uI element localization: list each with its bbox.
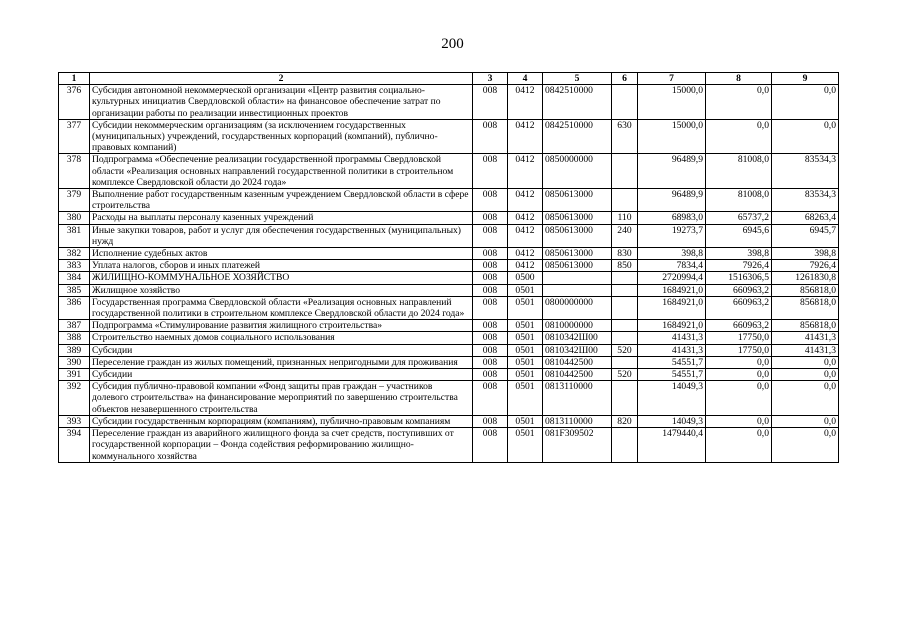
target-article-code: 0850613000: [543, 248, 612, 260]
amount-col-7: 398,8: [638, 248, 706, 260]
amount-col-8: 65737,2: [706, 212, 772, 224]
amount-col-8: 81008,0: [706, 154, 772, 189]
table-row: [59, 154, 839, 189]
section-code: 0412: [508, 189, 543, 212]
amount-col-7: 15000,0: [638, 119, 706, 154]
row-number: 376: [59, 85, 90, 120]
expense-type-code: [612, 381, 638, 416]
amount-col-8: 0,0: [706, 415, 772, 427]
amount-col-9: 0,0: [772, 85, 839, 120]
ministry-code: 008: [473, 344, 508, 356]
ministry-code: 008: [473, 428, 508, 463]
target-article-code: 0850613000: [543, 224, 612, 247]
section-code: 0500: [508, 272, 543, 284]
table-row: [59, 381, 839, 416]
expense-type-code: [612, 272, 638, 284]
table-row: [59, 248, 839, 260]
table-row: [59, 224, 839, 247]
target-article-code: 0810442500: [543, 356, 612, 368]
amount-col-7: 68983,0: [638, 212, 706, 224]
target-article-code: 0810342Ш00: [543, 344, 612, 356]
amount-col-7: 41431,3: [638, 344, 706, 356]
table-row: [59, 415, 839, 427]
expense-type-code: 850: [612, 260, 638, 272]
expense-type-code: 110: [612, 212, 638, 224]
amount-col-9: 0,0: [772, 381, 839, 416]
section-code: 0501: [508, 344, 543, 356]
amount-col-7: 54551,7: [638, 356, 706, 368]
table-row: [59, 344, 839, 356]
target-article-code: 0810342Ш00: [543, 332, 612, 344]
amount-col-9: 83534,3: [772, 154, 839, 189]
row-number: 389: [59, 344, 90, 356]
row-number: 382: [59, 248, 90, 260]
target-article-code: 0850613000: [543, 212, 612, 224]
column-header: 6: [612, 73, 638, 85]
column-header: 2: [90, 73, 473, 85]
amount-col-9: 0,0: [772, 428, 839, 463]
amount-col-8: 0,0: [706, 369, 772, 381]
amount-col-8: 0,0: [706, 381, 772, 416]
item-name: ЖИЛИЩНО-КОММУНАЛЬНОЕ ХОЗЯЙСТВО: [90, 272, 473, 284]
table-row: [59, 332, 839, 344]
amount-col-9: 856818,0: [772, 320, 839, 332]
expense-type-code: [612, 284, 638, 296]
ministry-code: 008: [473, 332, 508, 344]
section-code: 0501: [508, 415, 543, 427]
ministry-code: 008: [473, 119, 508, 154]
column-header: 7: [638, 73, 706, 85]
target-article-code: 0813110000: [543, 381, 612, 416]
column-header: 3: [473, 73, 508, 85]
table-row: [59, 296, 839, 319]
ministry-code: 008: [473, 284, 508, 296]
table-row: [59, 260, 839, 272]
amount-col-7: 41431,3: [638, 332, 706, 344]
row-number: 391: [59, 369, 90, 381]
target-article-code: 0850613000: [543, 189, 612, 212]
section-code: 0501: [508, 369, 543, 381]
item-name: Субсидии некоммерческим организациям (за исключением государственных (муниципальных) учреждений, государственных корпораций (компаний), публично-правовых компаний): [90, 119, 473, 154]
column-header: 9: [772, 73, 839, 85]
item-name: Расходы на выплаты персоналу казенных учреждений: [90, 212, 473, 224]
expense-type-code: 630: [612, 119, 638, 154]
row-number: 381: [59, 224, 90, 247]
section-code: 0412: [508, 154, 543, 189]
ministry-code: 008: [473, 85, 508, 120]
expense-type-code: 240: [612, 224, 638, 247]
section-code: 0412: [508, 260, 543, 272]
table-row: [59, 284, 839, 296]
amount-col-7: 1479440,4: [638, 428, 706, 463]
row-number: 387: [59, 320, 90, 332]
row-number: 380: [59, 212, 90, 224]
expense-type-code: [612, 296, 638, 319]
target-article-code: 0850000000: [543, 154, 612, 189]
amount-col-7: 96489,9: [638, 189, 706, 212]
item-name: Строительство наемных домов социального использования: [90, 332, 473, 344]
table-row: [59, 428, 839, 463]
section-code: 0501: [508, 381, 543, 416]
section-code: 0501: [508, 320, 543, 332]
row-number: 383: [59, 260, 90, 272]
table-row: [59, 212, 839, 224]
amount-col-7: 96489,9: [638, 154, 706, 189]
amount-col-9: 1261830,8: [772, 272, 839, 284]
table-row: [59, 320, 839, 332]
section-code: 0412: [508, 85, 543, 120]
section-code: 0501: [508, 428, 543, 463]
item-name: Переселение граждан из жилых помещений, признанных непригодными для проживания: [90, 356, 473, 368]
target-article-code: 0810442500: [543, 369, 612, 381]
amount-col-8: 6945,6: [706, 224, 772, 247]
amount-col-7: 1684921,0: [638, 296, 706, 319]
ministry-code: 008: [473, 212, 508, 224]
amount-col-7: 14049,3: [638, 415, 706, 427]
amount-col-8: 398,8: [706, 248, 772, 260]
section-code: 0501: [508, 332, 543, 344]
expense-type-code: [612, 154, 638, 189]
section-code: 0412: [508, 248, 543, 260]
amount-col-9: 0,0: [772, 356, 839, 368]
section-code: 0412: [508, 212, 543, 224]
amount-col-9: 83534,3: [772, 189, 839, 212]
amount-col-8: 0,0: [706, 85, 772, 120]
row-number: 392: [59, 381, 90, 416]
expense-type-code: [612, 189, 638, 212]
row-number: 379: [59, 189, 90, 212]
ministry-code: 008: [473, 260, 508, 272]
section-code: 0501: [508, 284, 543, 296]
table-row: [59, 119, 839, 154]
amount-col-8: 0,0: [706, 428, 772, 463]
column-header: 5: [543, 73, 612, 85]
row-number: 377: [59, 119, 90, 154]
ministry-code: 008: [473, 381, 508, 416]
table-row: [59, 189, 839, 212]
amount-col-7: 2720994,4: [638, 272, 706, 284]
ministry-code: 008: [473, 296, 508, 319]
amount-col-9: 0,0: [772, 119, 839, 154]
amount-col-9: 856818,0: [772, 296, 839, 319]
page-number: 200: [441, 36, 464, 52]
expense-type-code: [612, 332, 638, 344]
amount-col-7: 19273,7: [638, 224, 706, 247]
item-name: Субсидия автономной некоммерческой организации «Центр развития социально-культурных инициатив Свердловской области» на финансовое обеспечение затрат по организации работы по реализации инвестиционных проектов: [90, 85, 473, 120]
ministry-code: 008: [473, 272, 508, 284]
section-code: 0412: [508, 224, 543, 247]
amount-col-8: 17750,0: [706, 332, 772, 344]
amount-col-8: 81008,0: [706, 189, 772, 212]
expense-type-code: [612, 320, 638, 332]
ministry-code: 008: [473, 154, 508, 189]
expense-type-code: [612, 428, 638, 463]
section-code: 0412: [508, 119, 543, 154]
column-header: 1: [59, 73, 90, 85]
item-name: Подпрограмма «Стимулирование развития жилищного строительства»: [90, 320, 473, 332]
item-name: Государственная программа Свердловской области «Реализация основных направлений государственной политики в строительном комплексе Свердловской области до 2024 года»: [90, 296, 473, 319]
amount-col-8: 1516306,5: [706, 272, 772, 284]
item-name: Субсидия публично-правовой компании «Фонд защиты прав граждан – участников долевого строительства» на финансирование мероприятий по завершению строительства объектов незавершенного строительства: [90, 381, 473, 416]
row-number: 384: [59, 272, 90, 284]
target-article-code: 0850613000: [543, 260, 612, 272]
amount-col-9: 6945,7: [772, 224, 839, 247]
amount-col-7: 1684921,0: [638, 320, 706, 332]
column-header: 8: [706, 73, 772, 85]
amount-col-7: 14049,3: [638, 381, 706, 416]
row-number: 378: [59, 154, 90, 189]
amount-col-8: 7926,4: [706, 260, 772, 272]
budget-table: [58, 72, 839, 463]
item-name: Подпрограмма «Обеспечение реализации государственной программы Свердловской области «Реализация основных направлений государственной политики в строительном комплексе Свердловской области до 2024 года»: [90, 154, 473, 189]
ministry-code: 008: [473, 189, 508, 212]
ministry-code: 008: [473, 224, 508, 247]
amount-col-7: 1684921,0: [638, 284, 706, 296]
table-row: [59, 85, 839, 120]
row-number: 386: [59, 296, 90, 319]
amount-col-9: 68263,4: [772, 212, 839, 224]
expense-type-code: 520: [612, 369, 638, 381]
target-article-code: 0800000000: [543, 296, 612, 319]
expense-type-code: 830: [612, 248, 638, 260]
amount-col-9: 0,0: [772, 415, 839, 427]
row-number: 385: [59, 284, 90, 296]
item-name: Переселение граждан из аварийного жилищного фонда за счет средств, поступивших от государственной корпорации – Фонда содействия реформированию жилищно-коммунального хозяйства: [90, 428, 473, 463]
target-article-code: [543, 272, 612, 284]
item-name: Жилищное хозяйство: [90, 284, 473, 296]
item-name: Уплата налогов, сборов и иных платежей: [90, 260, 473, 272]
row-number: 390: [59, 356, 90, 368]
row-number: 394: [59, 428, 90, 463]
item-name: Субсидии государственным корпорациям (компаниям), публично-правовым компаниям: [90, 415, 473, 427]
amount-col-8: 0,0: [706, 119, 772, 154]
item-name: Иные закупки товаров, работ и услуг для обеспечения государственных (муниципальных) нужд: [90, 224, 473, 247]
amount-col-7: 7834,4: [638, 260, 706, 272]
expense-type-code: 520: [612, 344, 638, 356]
target-article-code: 0842510000: [543, 119, 612, 154]
amount-col-9: 7926,4: [772, 260, 839, 272]
item-name: Субсидии: [90, 344, 473, 356]
amount-col-8: 0,0: [706, 356, 772, 368]
ministry-code: 008: [473, 415, 508, 427]
amount-col-8: 660963,2: [706, 296, 772, 319]
expense-type-code: [612, 356, 638, 368]
amount-col-8: 660963,2: [706, 284, 772, 296]
ministry-code: 008: [473, 356, 508, 368]
row-number: 388: [59, 332, 90, 344]
amount-col-7: 54551,7: [638, 369, 706, 381]
column-header: 4: [508, 73, 543, 85]
table-row: [59, 356, 839, 368]
amount-col-8: 17750,0: [706, 344, 772, 356]
section-code: 0501: [508, 356, 543, 368]
amount-col-7: 15000,0: [638, 85, 706, 120]
target-article-code: 0813110000: [543, 415, 612, 427]
table-header-row: [59, 73, 839, 85]
ministry-code: 008: [473, 248, 508, 260]
ministry-code: 008: [473, 320, 508, 332]
amount-col-9: 0,0: [772, 369, 839, 381]
target-article-code: 0810000000: [543, 320, 612, 332]
section-code: 0501: [508, 296, 543, 319]
item-name: Субсидии: [90, 369, 473, 381]
amount-col-9: 398,8: [772, 248, 839, 260]
amount-col-8: 660963,2: [706, 320, 772, 332]
amount-col-9: 856818,0: [772, 284, 839, 296]
target-article-code: 081F309502: [543, 428, 612, 463]
amount-col-9: 41431,3: [772, 332, 839, 344]
table-row: [59, 272, 839, 284]
expense-type-code: 820: [612, 415, 638, 427]
item-name: Исполнение судебных актов: [90, 248, 473, 260]
amount-col-9: 41431,3: [772, 344, 839, 356]
expense-type-code: [612, 85, 638, 120]
row-number: 393: [59, 415, 90, 427]
target-article-code: [543, 284, 612, 296]
table-row: [59, 369, 839, 381]
ministry-code: 008: [473, 369, 508, 381]
target-article-code: 0842510000: [543, 85, 612, 120]
item-name: Выполнение работ государственным казенным учреждением Свердловской области в сфере строительства: [90, 189, 473, 212]
